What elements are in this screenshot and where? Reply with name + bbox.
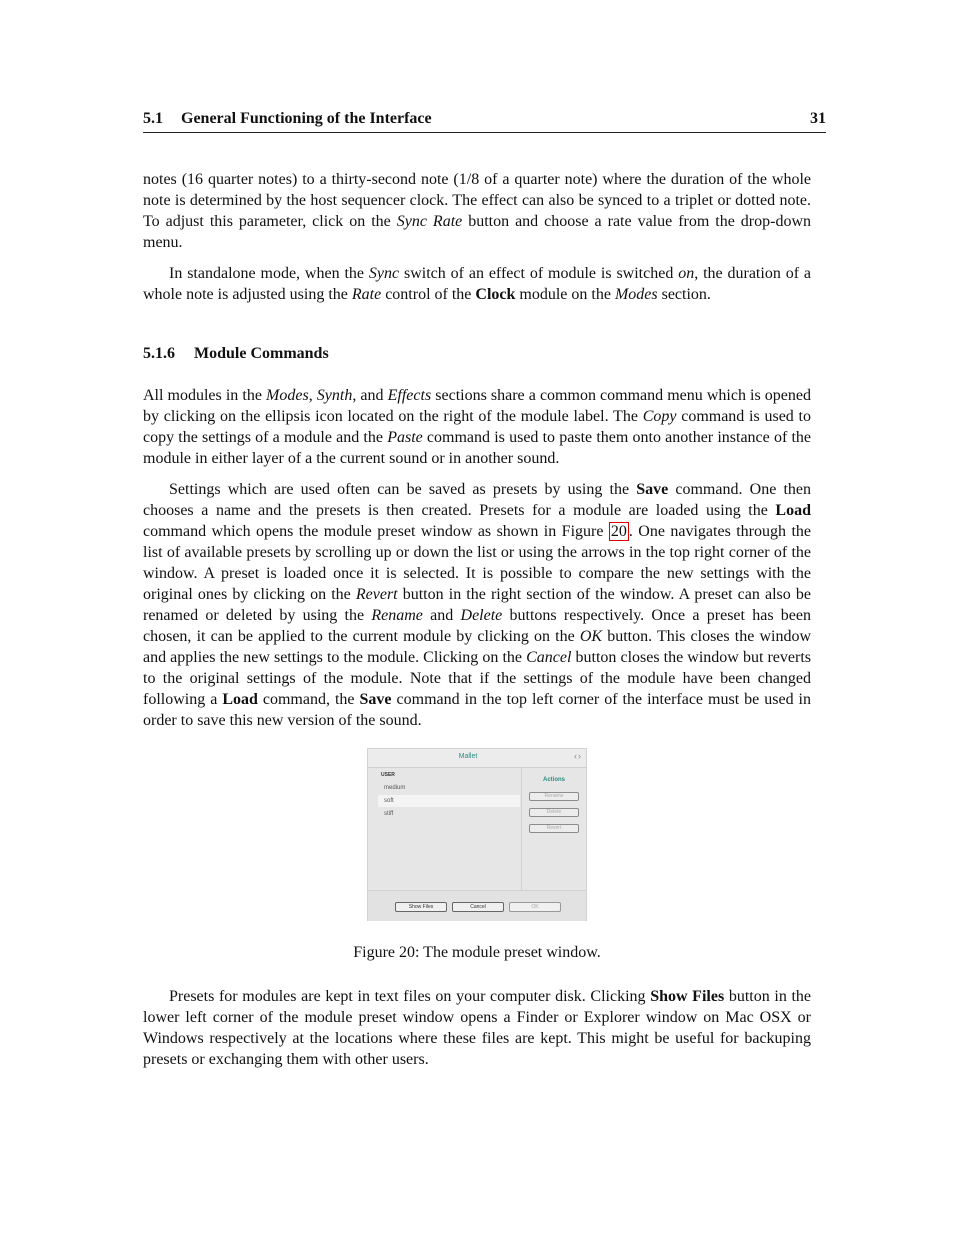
paragraph-module-commands: All modules in the Modes, Synth, and Effects sections share a common command menu which is opened by clicking on the ellipsis icon located on the right of the module label. The Copy command is used to copy the settings of a module and the Paste command is used to paste them onto another instance of the module in either layer of a the current sound or in another sound. [143,387,812,467]
preset-nav-arrows [574,751,582,761]
revert-button[interactable]: Revert [529,824,579,833]
figure-caption: Figure 20: The module preset window. [353,944,601,961]
preset-item-medium[interactable]: medium [384,785,406,791]
preset-window-titlebar [368,749,586,768]
preset-window-title: Mallet [458,753,478,760]
preset-window-footer [368,890,586,921]
subsection-title: Module Commands [194,345,329,362]
preset-group-label: USER [381,772,395,778]
preset-item-stiff[interactable]: stiff [384,811,394,817]
actions-title: Actions [542,777,565,783]
page-number: 31 [810,110,826,127]
paragraph-sync-rate: notes (16 quarter notes) to a thirty-second note (1/8 of a quarter note) where the duration of the whole note is determined by the host sequencer clock. The effect can also be synced to a triplet or dotted note. To adjust this parameter, click on the Sync Rate button and choose a rate value from the drop-down menu. [143,171,811,251]
paragraph-standalone: In standalone mode, when the Sync switch of an effect of module is switched on, the duration of a whole note is adjusted using the Rate control of the Clock module on the Modes section. [143,265,812,303]
paragraph-presets: Settings which are used often can be saved as presets by using the Save command. One then chooses a name and the presets is then created. Presets for a module are loaded using the Load command which opens the module preset window as shown in Figure 20 . One navigates through the list of available presets by scrolling up or down the list or using the arrows in the top right corner of the window. A preset is loaded once it is selected. It is possible to compare the new settings with the original ones by clicking on the Revert button in the right section of the window. A preset can also be renamed or deleted by using the Rename and Delete buttons respectively. Once a preset has been chosen, it can be applied to the current module by clicking on the OK button. This closes the window and applies the new settings to the module. Clicking on the Cancel button closes the window but reverts to the original settings of the module. Note that if the settings of the module have been changed following a Load command, the Save command in the top left corner of the interface must be used in order to save this new version of the sound. [143,481,812,729]
chevron-right-icon[interactable]: › [578,751,582,761]
paragraph-show-files: Presets for modules are kept in text files on your computer disk. Clicking Show Files button in the lower left corner of the module preset window opens a Finder or Explorer window on Mac OSX or Windows respectively at the locations where these files are kept. This might be useful for backuping presets or exchanging them with other users. [143,988,812,1068]
delete-button[interactable]: Delete [529,808,579,817]
cancel-button[interactable]: Cancel [452,902,504,912]
chevron-left-icon[interactable]: ‹ [574,751,578,761]
subsection-heading [143,343,329,364]
preset-item-soft[interactable]: soft [378,795,520,807]
sync-rate-term: Sync Rate [396,213,463,230]
running-header [143,108,826,133]
show-files-button[interactable]: Show Files [395,902,447,912]
ok-button[interactable]: OK [509,902,561,912]
figure-reference-link[interactable]: 20 [610,523,627,540]
header-section-title: General Functioning of the Interface [181,110,432,127]
subsection-number: 5.1.6 [143,345,175,362]
preset-actions-panel [522,768,586,890]
preset-list[interactable] [368,768,522,890]
module-preset-window [367,748,587,921]
rename-button[interactable]: Rename [529,792,579,801]
header-section-number: 5.1 [143,110,163,127]
